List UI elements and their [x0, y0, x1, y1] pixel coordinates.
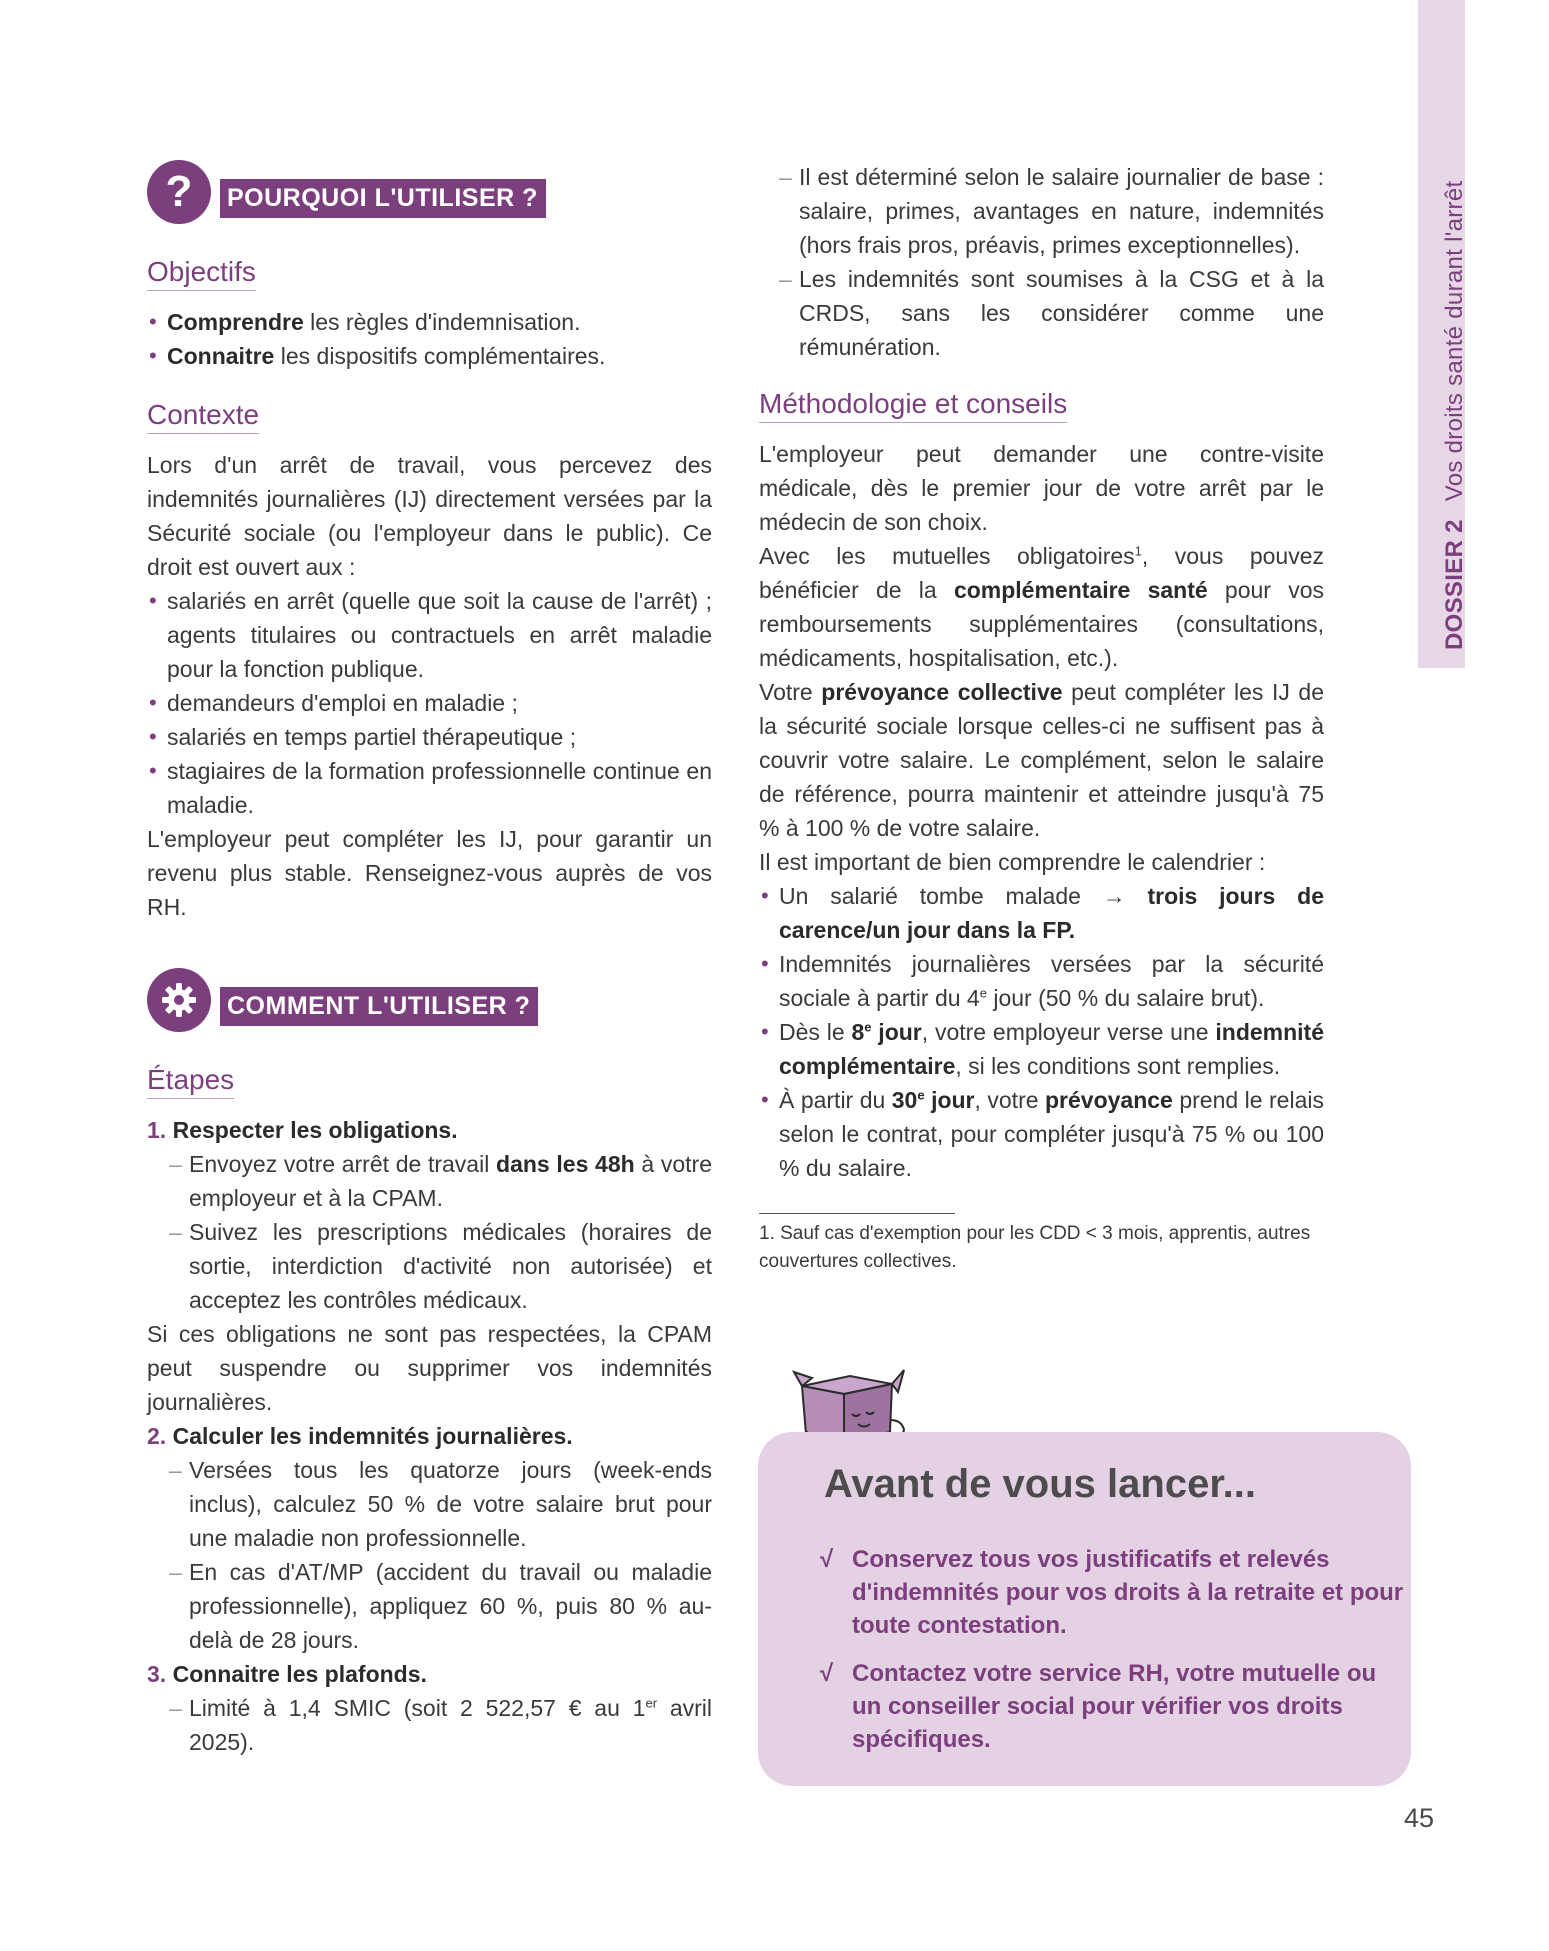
calendar-list [759, 879, 1324, 1185]
list-item: – Suivez les prescriptions médicales (horaires de sortie, interdiction d'activité non autorisée) et acceptez les contrôles médicaux. [169, 1215, 712, 1317]
step-2-title: 2. Calculer les indemnités journalières. [147, 1423, 573, 1449]
step-3-details-continued [759, 160, 1324, 364]
avant-title: Avant de vous lancer... [824, 1462, 1257, 1506]
objectifs-list [147, 305, 712, 373]
contexte-list [147, 584, 712, 822]
list-item: • Comprendre les règles d'indemnisation. [147, 305, 712, 339]
contexte-heading: Contexte [147, 399, 259, 434]
contexte-intro: Lors d'un arrêt de travail, vous percevez des indemnités journalières (IJ) directement versées par la Sécurité sociale (ou l'employeur dans le public). Ce droit est ouvert aux : [147, 452, 712, 580]
left-column [147, 160, 712, 1759]
methodo-p2: Avec les mutuelles obligatoires$^1$, vous pouvez bénéficier de la complémentaire santé pour vos remboursements supplémentaires (consultations, médicaments, hospitalisation, etc.). [759, 543, 1325, 671]
list-item: • Indemnités journalières versées par la sécurité sociale à partir du 4e jour (50 % du salaire brut). [759, 947, 1324, 1015]
avant-de-vous-lancer-box [758, 1432, 1411, 1786]
step-3-details [147, 1691, 712, 1759]
list-item: – Les indemnités sont soumises à la CSG et à la CRDS, sans les considérer comme une rémunération. [779, 262, 1324, 364]
list-item: – Versées tous les quatorze jours (week-ends inclus), calculez 50 % de votre salaire brut pour une maladie non professionnelle. [169, 1453, 712, 1555]
methodo-heading: Méthodologie et conseils [759, 388, 1067, 423]
step-1-title: 1. Respecter les obligations. [147, 1117, 458, 1143]
side-tab-label [1441, 181, 1469, 650]
list-item: – En cas d'AT/MP (accident du travail ou maladie professionnelle), appliquez 60 %, puis 80 % au-delà de 28 jours. [169, 1555, 712, 1657]
step-1-details [147, 1147, 712, 1317]
objectifs-heading: Objectifs [147, 256, 256, 291]
methodo-p4: Il est important de bien comprendre le calendrier : [759, 849, 1266, 875]
step-2-details [147, 1453, 712, 1657]
list-item: • stagiaires de la formation professionnelle continue en maladie. [147, 754, 712, 822]
section-why-title: POURQUOI L'UTILISER ? [220, 179, 546, 218]
methodo-p3: Votre prévoyance collective peut compléter les IJ de la sécurité sociale lorsque celles-ci ne suffisent pas à couvrir votre salaire. Le complément, selon le salaire de référence, pourra maintenir et atteindre jusqu'à 75 % à 100 % de votre salaire. [759, 679, 1325, 841]
list-item: • demandeurs d'emploi en maladie ; [147, 686, 712, 720]
avant-item-2: √ Contactez votre service RH, votre mutuelle ou un conseiller social pour vérifier vos droits spécifiques. [820, 1657, 1412, 1756]
avant-item-1: √ Conservez tous vos justificatifs et relevés d'indemnités pour vos droits à la retraite et pour toute contestation. [820, 1543, 1412, 1642]
list-item: – Envoyez votre arrêt de travail dans les 48h à votre employeur et à la CPAM. [169, 1147, 712, 1215]
check-icon: √ [820, 1546, 834, 1573]
step-1-note: Si ces obligations ne sont pas respectées, la CPAM peut suspendre ou supprimer vos indemnités journalières. [147, 1321, 712, 1415]
list-item: • salariés en temps partiel thérapeutique ; [147, 720, 712, 754]
page-number: 45 [1404, 1803, 1435, 1833]
section-how-title: COMMENT L'UTILISER ? [220, 987, 538, 1026]
list-item: – Il est déterminé selon le salaire journalier de base : salaire, primes, avantages en nature, indemnités (hors frais pros, préavis, primes exceptionnelles). [779, 160, 1324, 262]
list-item: • Un salarié tombe malade → trois jours de carence/un jour dans la FP. [759, 879, 1324, 947]
list-item: • Connaitre les dispositifs complémentaires. [147, 339, 712, 373]
list-item: • Dès le 8e jour, votre employeur verse une indemnité complémentaire, si les conditions sont remplies. [759, 1015, 1324, 1083]
list-item: – Limité à 1,4 SMIC (soit 2 522,57 € au 1er avril 2025). [169, 1691, 712, 1759]
section-how-header [147, 968, 712, 1044]
contexte-outro: L'employeur peut compléter les IJ, pour garantir un revenu plus stable. Renseignez-vous auprès de vos RH. [147, 826, 712, 920]
list-item: • salariés en arrêt (quelle que soit la cause de l'arrêt) ; agents titulaires ou contractuels en arrêt maladie pour la fonction publique. [147, 584, 712, 686]
section-why-header [147, 160, 712, 236]
footnote-rule [759, 1213, 955, 1214]
methodo-p1: L'employeur peut demander une contre-visite médicale, dès le premier jour de votre arrêt par le médecin de son choix. [759, 441, 1324, 535]
right-column [759, 160, 1324, 1276]
question-icon: ? [147, 160, 211, 224]
dossier-label: DOSSIER 2 [1441, 519, 1468, 650]
footnote: 1. Sauf cas d'exemption pour les CDD < 3 mois, apprentis, autres couvertures collectives. [759, 1223, 1311, 1272]
list-item: • À partir du 30e jour, votre prévoyance prend le relais selon le contrat, pour compléter jusqu'à 75 % ou 100 % du salaire. [759, 1083, 1324, 1185]
gear-icon [147, 968, 211, 1032]
etapes-heading: Étapes [147, 1064, 234, 1099]
dossier-title: Vos droits santé durant l'arrêt [1441, 180, 1468, 502]
check-icon: √ [820, 1660, 834, 1687]
step-3-title: 3. Connaitre les plafonds. [147, 1661, 427, 1687]
